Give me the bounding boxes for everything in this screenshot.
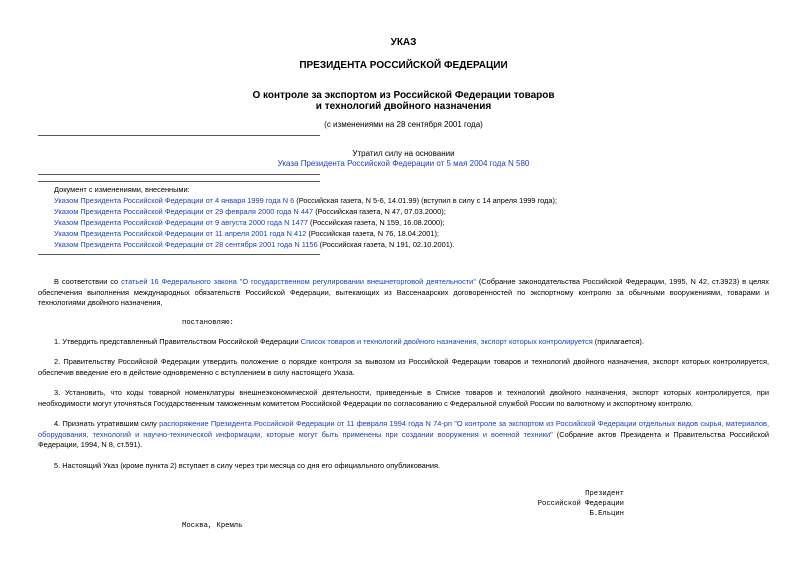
amendment-item [54,195,557,206]
preamble-paragraph: В соответствии со статьей 16 Федерального закона "О государственном регулировании внешнеторговой деятельности" (Собрание законодательства Российской Федерации, 1995, N 42, ст.3923) в целях обеспечения выполнения международных обязательств Российской Федерации, вытекающих из Вассенаарских договоренностей по экспортному контролю за обычными вооружениями, товарами и технологиями двойного назначения, [38,277,769,307]
separator-line [38,254,320,255]
amendment-link[interactable]: Указом Президента Российской Федерации от 4 января 1999 года N 6 [54,196,295,205]
amendment-source: (Российская газета, N 159, 16.08.2000); [307,218,445,227]
document-heading-line2: и технологий двойного назначения [315,101,492,112]
signature-name: Б.Ельцин [589,510,624,518]
amendment-source: (Российская газета, N 191, 02.10.2001). [317,240,455,249]
decree-word: постановляю: [182,319,234,327]
law-article-link[interactable]: статьей 16 Федерального закона "О государственном регулировании внешнеторговой деятельности" [121,277,476,286]
amendment-link[interactable]: Указом Президента Российской Федерации от 29 февраля 2000 года N 447 [54,207,314,216]
paragraph-4: 4. Признать утратившим силу распоряжение Президента Российской Федерации от 11 февраля 1994 года N 74-рп "О контроле за экспортом из Российской Федерации отдельных видов сырья, материалов, оборудования, технологий и научно-технической информации, которые могут быть применены при создании вооружения и военной техники" (Собрание актов Президента и Правительства Российской Федерации, 1994, N 8, ст.591). [38,419,769,449]
signature-block [538,489,624,519]
changes-note: (с изменениями на 28 сентября 2001 года) [324,120,483,129]
amendment-item [54,239,454,250]
amendments-intro: Документ с изменениями, внесенными: [54,185,190,194]
repealed-order-link[interactable]: распоряжение Президента Российской Федерации от 11 февраля 1994 года N 74-рп "О контроле за экспортом из Российской Федерации отдельных видов сырья, материалов, оборудования, технологий и научно-технической информации, которые могут быть применены при создании вооружения и военной техники" [38,419,769,439]
goods-list-link[interactable]: Список товаров и технологий двойного назначения, экспорт которых контролируется [300,337,593,346]
amendment-link[interactable]: Указом Президента Российской Федерации от 11 апреля 2001 года N 412 [54,229,307,238]
paragraph-3: 3. Установить, что коды товарной номенклатуры внешнеэкономической деятельности, приведенные в Списке товаров и технологий двойного назначения, экспорт которых контролируется, при необходимости могут уточняться Государственным таможенным комитетом Российской Федерации по согласованию с Федеральной службой России по валютному и экспортному контролю. [38,388,769,408]
document-heading-line1: О контроле за экспортом из Российской Федерации товаров [252,90,555,101]
amendment-item [54,228,439,239]
document-subtitle: ПРЕЗИДЕНТА РОССИЙСКОЙ ФЕДЕРАЦИИ [299,60,508,71]
amendment-source: (Российская газета, N 76, 18.04.2001); [306,229,439,238]
signing-place: Москва, Кремль [182,522,243,530]
paragraph-5: 5. Настоящий Указ (кроме пункта 2) вступает в силу через три месяца со дня его официального опубликования. [54,461,441,470]
paragraph-2: 2. Правительству Российской Федерации утвердить положение о порядке контроля за вывозом из Российской Федерации товаров и технологий двойного назначения, экспорт которых контролируется, обеспечив введение его в действие одновременно с вступлением в силу настоящего Указа. [38,357,769,377]
repeal-text: Утратил силу на основании [352,149,455,158]
separator-line [38,174,320,175]
separator-line [38,135,320,136]
amendment-link[interactable]: Указом Президента Российской Федерации от 28 сентября 2001 года N 1156 [54,240,318,249]
signature-country: Российской Федерации [537,500,624,508]
separator-line [38,181,320,182]
amendment-item [54,217,445,228]
amendment-source: (Российская газета, N 5-6, 14.01.99) (вступил в силу с 14 апреля 1999 года); [294,196,557,205]
document-title: УКАЗ [390,37,417,48]
amendment-source: (Российская газета, N 47, 07.03.2000); [313,207,446,216]
paragraph-1: 1. Утвердить представленный Правительством Российской Федерации Список товаров и технологий двойного назначения, экспорт которых контролируется (прилагается). [54,337,644,346]
signature-title: Президент [585,490,624,498]
amendment-item [54,206,446,217]
amendment-link[interactable]: Указом Президента Российской Федерации от 9 августа 2000 года N 1477 [54,218,308,227]
repeal-link[interactable]: Указа Президента Российской Федерации от 5 мая 2004 года N 580 [277,159,530,168]
